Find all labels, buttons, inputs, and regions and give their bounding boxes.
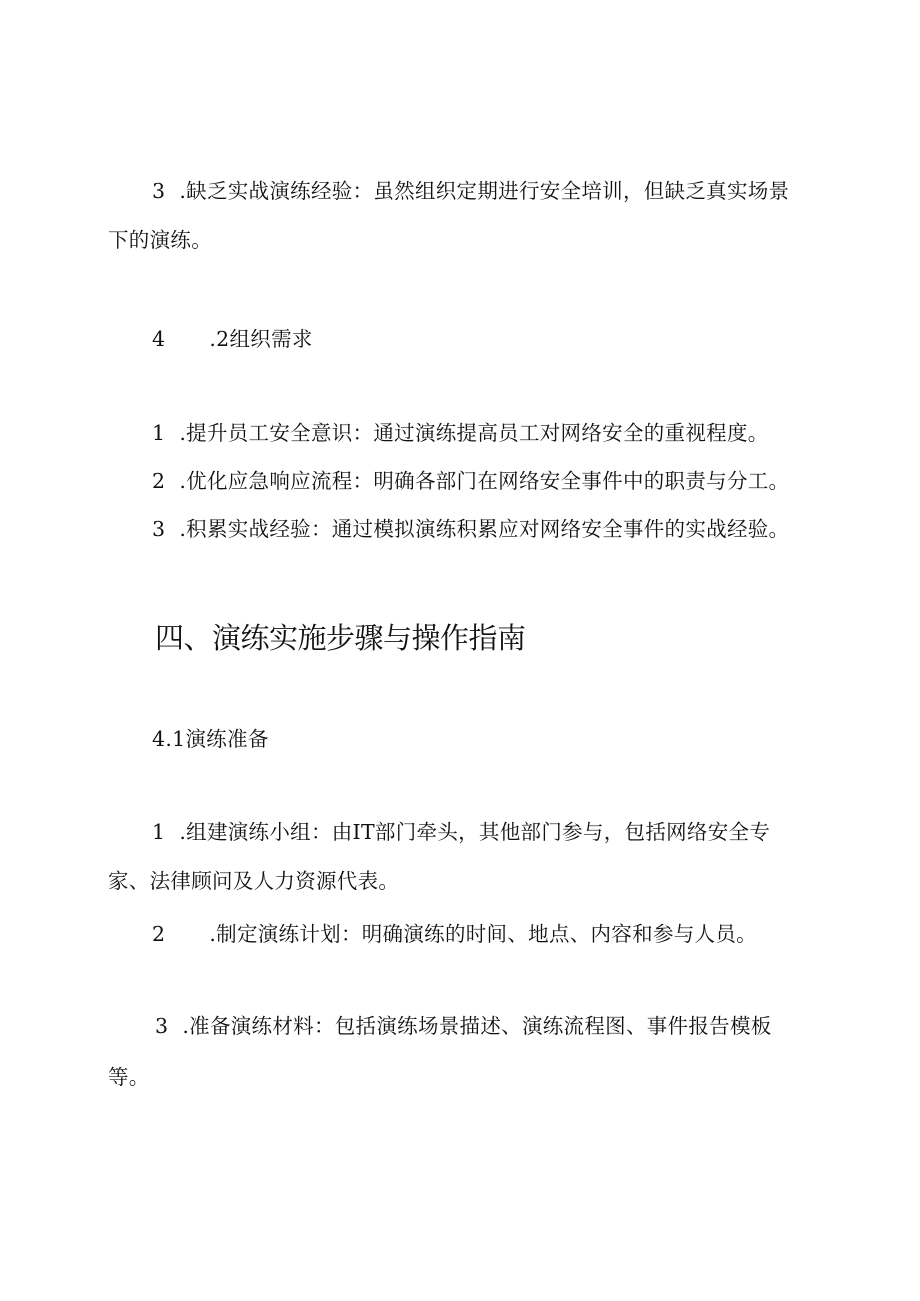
- subsection-title: .2组织需求: [209, 327, 313, 351]
- subsection-heading-4-2: [152, 325, 313, 353]
- need-item-2: [152, 467, 789, 495]
- list-item-3-line1: [152, 177, 789, 205]
- list-item-number: 1: [152, 421, 166, 445]
- list-item-number: 2: [152, 922, 166, 946]
- list-item-text: .优化应急响应流程：明确各部门在网络安全事件中的职责与分工。: [179, 469, 790, 493]
- list-item-text: .准备演练材料：包括演练场景描述、演练流程图、事件报告模板: [182, 1014, 772, 1038]
- need-item-1: [152, 419, 769, 447]
- list-item-number: 3: [155, 1014, 169, 1038]
- prep-item-3-line2: 等。: [108, 1065, 150, 1089]
- list-item-text: .组建演练小组：由IT部门牵头，其他部门参与，包括网络安全专: [179, 820, 771, 844]
- list-item-number: 3: [152, 179, 166, 203]
- chapter-heading: 四、演练实施步骤与操作指南: [155, 621, 526, 655]
- prep-item-3-line1: [155, 1012, 772, 1040]
- list-item-text: .制定演练计划：明确演练的时间、地点、内容和参与人员。: [209, 922, 757, 946]
- prep-item-1-line2: 家、法律顾问及人力资源代表。: [108, 869, 400, 893]
- list-item-3-line2: 下的演练。: [108, 228, 212, 252]
- list-item-number: 1: [152, 820, 166, 844]
- subsection-heading-4-1: 4.1演练准备: [152, 727, 269, 751]
- need-item-3: [152, 515, 789, 543]
- subsection-number: 4: [152, 327, 166, 351]
- list-item-number: 3: [152, 517, 166, 541]
- list-item-number: 2: [152, 469, 166, 493]
- list-item-text: .缺乏实战演练经验：虽然组织定期进行安全培训，但缺乏真实场景: [179, 179, 790, 203]
- prep-item-1-line1: [152, 818, 770, 846]
- prep-item-2: [152, 920, 757, 948]
- list-item-text: .提升员工安全意识：通过演练提高员工对网络安全的重视程度。: [179, 421, 769, 445]
- list-item-text: .积累实战经验：通过模拟演练积累应对网络安全事件的实战经验。: [179, 517, 790, 541]
